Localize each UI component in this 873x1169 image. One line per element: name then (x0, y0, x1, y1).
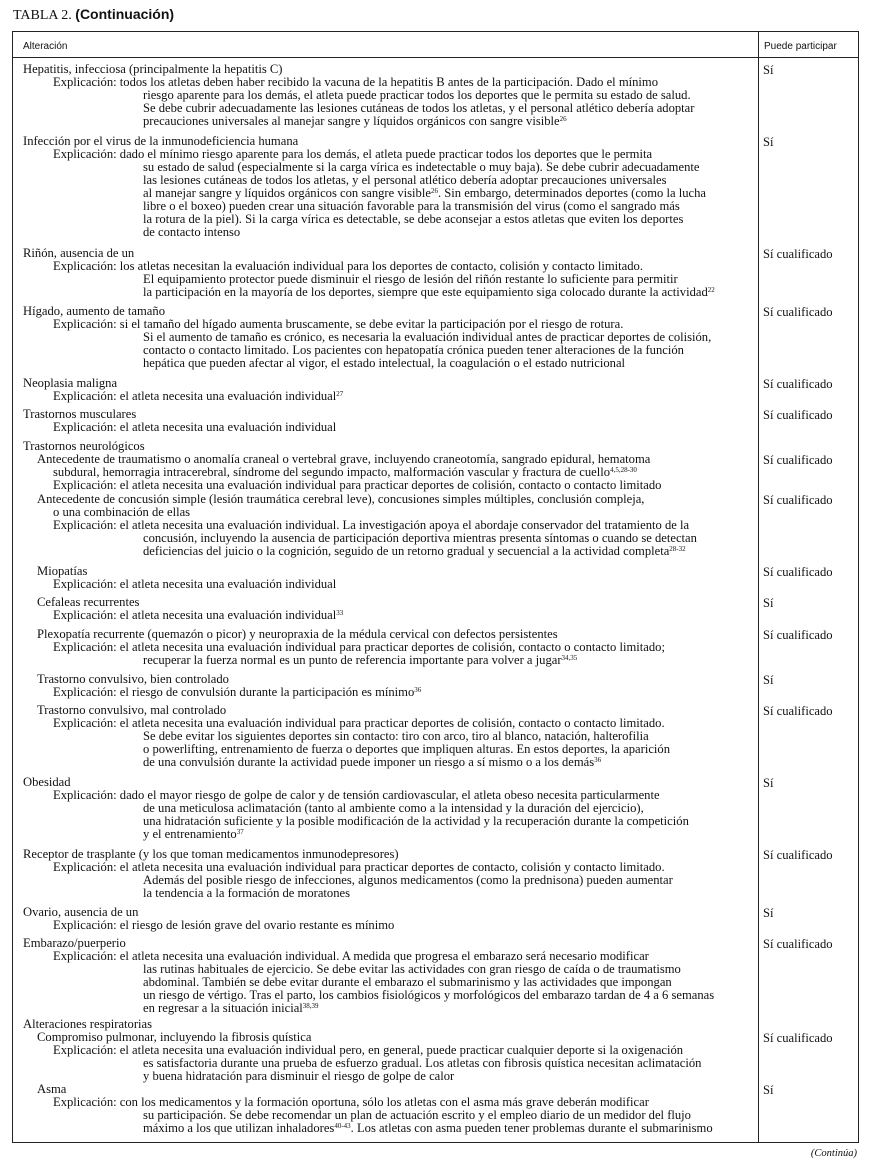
explanation-text: abdominal. También se debe evitar durante el embarazo el submarinismo y las actividades que impongan (143, 975, 672, 989)
reference-superscript: 26 (430, 187, 438, 195)
explanation-text: deficiencias del juicio o la cognición, seguido de un retorno gradual y secuencial a la actividad completa (143, 544, 670, 558)
explanation-text: el atleta necesita una evaluación individual para practicar deportes de colisión, contacto o contacto limitado; (119, 640, 665, 654)
condition-title: Infección por el virus de la inmunodeficiencia humana (23, 134, 299, 148)
explicacion-label: Explicación: (53, 420, 120, 434)
explanation-text: Si el aumento de tamaño es crónico, es necesaria la evaluación individual antes de practicar deportes de colisión, (143, 330, 712, 344)
participation-value: Sí cualificado (763, 493, 833, 507)
explanation-line (143, 1070, 454, 1083)
reference-superscript: 34,35 (561, 654, 578, 662)
explanation-text: máximo a los que utilizan inhaladores (143, 1121, 335, 1135)
condition-subtitle: Cefaleas recurrentes (37, 595, 140, 609)
explanation-line (53, 421, 336, 434)
explanation-line (143, 357, 625, 370)
participation-value: Sí cualificado (763, 305, 833, 319)
condition-subtitle: Plexopatía recurrente (quemazón o picor) y neuropraxia de la médula cervical con defectos persistentes (37, 627, 558, 641)
table-header (13, 32, 858, 58)
explanation-line (143, 1122, 713, 1135)
explanation-text: y buena hidratación para disminuir el riesgo de golpe de calor (143, 1069, 455, 1083)
explicacion-label: Explicación: (53, 478, 120, 492)
explanation-text: precauciones universales al manejar sangre y líquidos orgánicos con sangre visible (143, 114, 560, 128)
explicacion-label: Explicación: (53, 860, 120, 874)
participation-value: Sí cualificado (763, 848, 833, 862)
table-caption (13, 6, 174, 24)
reference-superscript: 28-32 (669, 545, 686, 553)
explanation-text: el atleta necesita una evaluación individual pero, en general, puede practicar cualquier deporte si la oxigenación (119, 1043, 684, 1057)
explicacion-label: Explicación: (53, 1043, 120, 1057)
explanation-line (143, 1002, 319, 1015)
explanation-text: la participación en la mayoría de los deportes, siempre que este equipamiento siga colocado durante la actividad (143, 285, 708, 299)
explanation-text: y el entrenamiento (143, 827, 237, 841)
condition-title: Ovario, ausencia de un (23, 905, 139, 919)
explanation-text: el atleta necesita una evaluación individual para practicar deportes de colisión, contacto o contacto limitado. (119, 716, 665, 730)
explicacion-label: Explicación: (53, 389, 120, 403)
explanation-text: una hidratación suficiente y la posible modificación de la actividad y la recuperación durante la competición (143, 814, 689, 828)
reference-superscript: 4,5,28-30 (610, 466, 637, 474)
participation-value: Sí cualificado (763, 453, 833, 467)
caption-continuation: (Continuación) (75, 6, 175, 22)
reference-superscript: 22 (707, 286, 715, 294)
explicacion-label: Explicación: (53, 75, 120, 89)
explanation-line (53, 479, 661, 492)
explicacion-label: Explicación: (53, 949, 120, 963)
explanation-text: la rotura de la piel). Si la carga vírica es detectable, se debe aconsejar a estos atletas que eviten los deportes (143, 212, 684, 226)
participation-value: Sí cualificado (763, 628, 833, 642)
condition-title: Obesidad (23, 775, 71, 789)
reference-superscript: 26 (559, 115, 567, 123)
condition-subtitle: Miopatías (37, 564, 88, 578)
header-alteracion: Alteración (23, 41, 68, 52)
explicacion-label: Explicación: (53, 518, 120, 532)
explanation-text: el riesgo de lesión grave del ovario restante es mínimo (119, 918, 395, 932)
explicacion-label: Explicación: (53, 577, 120, 591)
reference-superscript: 27 (336, 390, 344, 398)
explanation-text: Se debe evitar los siguientes deportes sin contacto: tiro con arco, tiro al blanco, natación, halterofilia (143, 729, 649, 743)
explanation-text: un riesgo de vértigo. Tras el parto, los cambios fisiológicos y morfológicos del embarazo tardan de 4 a 6 semanas (143, 988, 715, 1002)
explanation-text: concusión, incluyendo la ausencia de participación deportiva mientras presenta síntomas o cuando se detectan (143, 531, 697, 545)
explanation-line (53, 390, 343, 403)
condition-subtitle: Asma (37, 1082, 67, 1096)
explanation-text: libre o el boxeo) pueden crear una situación favorable para la transmisión del virus (como el sangrado más (143, 199, 680, 213)
explanation-text: Además del posible riesgo de infecciones, algunos medicamentos (como la prednisona) pueden aumentar (143, 873, 673, 887)
explanation-text: el atleta necesita una evaluación individual para practicar deportes de contacto, colisión y contacto limitado. (119, 860, 665, 874)
explanation-text: el atleta necesita una evaluación individual (119, 389, 337, 403)
reference-superscript: 36 (414, 686, 422, 694)
explanation-line (143, 756, 601, 769)
explanation-text: de contacto intenso (143, 225, 241, 239)
explanation-text: los atletas necesitan la evaluación individual para los deportes de contacto, colisión y contacto limitado. (119, 259, 643, 273)
participation-value: Sí cualificado (763, 247, 833, 261)
explanation-line (143, 828, 244, 841)
explanation-line (143, 226, 240, 239)
explicacion-label: Explicación: (53, 640, 120, 654)
condition-table (12, 31, 859, 1143)
condition-title: Trastornos musculares (23, 407, 137, 421)
explanation-text: su participación. Se debe recomendar un plan de actuación escrito y el empleo diario de un medidor del flujo (143, 1108, 691, 1122)
explicacion-label: Explicación: (53, 259, 120, 273)
explanation-text: el riesgo de convulsión durante la participación es mínimo (119, 685, 415, 699)
condition-title: Alteraciones respiratorias (23, 1017, 153, 1031)
reference-superscript: 33 (336, 609, 344, 617)
explanation-text: el atleta necesita una evaluación individual. A medida que progresa el embarazo será necesario modificar (119, 949, 649, 963)
participation-value: Sí (763, 1083, 774, 1097)
explanation-text: todos los atletas deben haber recibido la vacuna de la hepatitis B antes de la participación. Dado el mínimo (119, 75, 659, 89)
column-divider (758, 32, 759, 1142)
condition-title: Neoplasia maligna (23, 376, 118, 390)
explanation-text: el atleta necesita una evaluación individual para practicar deportes de colisión, contacto o contacto limitado (119, 478, 662, 492)
header-puede-participar: Puede participar (764, 41, 837, 52)
reference-superscript: 37 (236, 828, 244, 836)
explanation-line (143, 545, 686, 558)
participation-value: Sí (763, 63, 774, 77)
explanation-line (143, 654, 577, 667)
explanation-line (53, 686, 421, 699)
explanation-text: contacto o contacto limitado. Los pacientes con hepatopatía crónica pueden tener alteraciones de la función (143, 343, 684, 357)
explanation-text: . Los atletas con asma pueden tener problemas durante el submarinismo (350, 1121, 713, 1135)
explanation-text: su estado de salud (especialmente si la carga vírica es indetectable o muy baja). Se debe cubrir adecuadamente (143, 160, 700, 174)
explanation-text: El equipamiento protector puede disminuir el riesgo de lesión del riñón restante lo suficiente para permitir (143, 272, 678, 286)
condition-subtitle: Antecedente de traumatismo o anomalía craneal o vertebral grave, incluyendo craneotomía, sangrado epidural, hematoma (37, 452, 651, 466)
participation-value: Sí cualificado (763, 937, 833, 951)
participation-value: Sí (763, 596, 774, 610)
condition-subtitle: Antecedente de concusión simple (lesión traumática cerebral leve), concusiones simples múltiples, conclusión compleja, (37, 492, 645, 506)
explanation-line (53, 919, 394, 932)
condition-title: Riñón, ausencia de un (23, 246, 135, 260)
condition-subtitle: Trastorno convulsivo, bien controlado (37, 672, 229, 686)
explanation-text: las rutinas habituales de ejercicio. Se debe evitar las actividades con gran riesgo de caída o de traumatismo (143, 962, 681, 976)
explanation-text: o powerlifting, entrenamiento de fuerza o deportes que impliquen alturas. En estos deportes, la aparición (143, 742, 671, 756)
participation-value: Sí cualificado (763, 704, 833, 718)
explanation-text: el atleta necesita una evaluación individual (119, 420, 337, 434)
condition-subtitle: subdural, hemorragia intracerebral, síndrome del segundo impacto, malformación vascular y fractura de cuello$^{4,5,28-30}$ (53, 465, 637, 479)
explanation-text: el atleta necesita una evaluación individual. La investigación apoya el abordaje conservador del tratamiento de la (119, 518, 690, 532)
participation-value: Sí cualificado (763, 565, 833, 579)
explicacion-label: Explicación: (53, 716, 120, 730)
explicacion-label: Explicación: (53, 1095, 120, 1109)
participation-value: Sí cualificado (763, 408, 833, 422)
explanation-line (143, 115, 567, 128)
participation-value: Sí (763, 135, 774, 149)
caption-prefix: TABLA 2. (13, 8, 72, 23)
participation-value: Sí (763, 673, 774, 687)
explicacion-label: Explicación: (53, 608, 120, 622)
continua-note: (Continúa) (810, 1148, 857, 1159)
condition-subtitle: Compromiso pulmonar, incluyendo la fibrosis quística (37, 1030, 312, 1044)
explanation-text: hepática que pueden afectar al vigor, el estado intelectual, la coagulación o el estado nutricional (143, 356, 626, 370)
explanation-text: de una meticulosa aclimatación (tanto al ambiente como a la intensidad y la duración del ejercicio), (143, 801, 644, 815)
condition-title: Embarazo/puerperio (23, 936, 126, 950)
explicacion-label: Explicación: (53, 147, 120, 161)
explanation-text: la tendencia a la formación de moratones (143, 886, 351, 900)
explanation-line (53, 609, 343, 622)
explanation-text: dado el mínimo riesgo aparente para los demás, el atleta puede practicar todos los deportes que le permita (119, 147, 653, 161)
explicacion-label: Explicación: (53, 918, 120, 932)
participation-value: Sí (763, 776, 774, 790)
explanation-text: riesgo aparente para los demás, el atleta puede practicar todos los deportes que le permita su estado de salud. (143, 88, 691, 102)
condition-subtitle: Trastorno convulsivo, mal controlado (37, 703, 227, 717)
explanation-line (143, 887, 350, 900)
condition-title: Hígado, aumento de tamaño (23, 304, 165, 318)
explanation-text: las lesiones cutáneas de todos los atletas, y el personal atlético debería adoptar precauciones universales (143, 173, 667, 187)
explanation-text: con los medicamentos y la formación oportuna, sólo los atletas con el asma más grave deberán modificar (119, 1095, 649, 1109)
explanation-text: en regresar a la situación inicial (143, 1001, 303, 1015)
explicacion-label: Explicación: (53, 317, 120, 331)
explanation-text: . Sin embargo, determinados deportes (como la lucha (437, 186, 706, 200)
explicacion-label: Explicación: (53, 788, 120, 802)
explanation-text: Se debe cubrir adecuadamente las lesiones cutáneas de todos los atletas, y el personal atlético debería adoptar (143, 101, 695, 115)
participation-value: Sí cualificado (763, 377, 833, 391)
reference-superscript: 38,39 (302, 1002, 319, 1010)
condition-title: Trastornos neurológicos (23, 439, 145, 453)
explanation-line (143, 286, 715, 299)
explanation-text: el atleta necesita una evaluación individual (119, 577, 337, 591)
participation-value: Sí cualificado (763, 1031, 833, 1045)
condition-title: Hepatitis, infecciosa (principalmente la hepatitis C) (23, 62, 283, 76)
explanation-text: si el tamaño del hígado aumenta bruscamente, se debe evitar la participación por el riesgo de rotura. (119, 317, 624, 331)
explanation-text: el atleta necesita una evaluación individual (119, 608, 337, 622)
explanation-text: recuperar la fuerza normal es un punto de referencia importante para volver a jugar (143, 653, 562, 667)
explanation-text: de una convulsión durante la actividad puede imponer un riesgo a sí mismo o a los demás (143, 755, 595, 769)
condition-subtitle: o una combinación de ellas (53, 505, 191, 519)
explanation-line (53, 578, 336, 591)
explanation-text: al manejar sangre y líquidos orgánicos con sangre visible (143, 186, 431, 200)
reference-superscript: 36 (594, 756, 602, 764)
explicacion-label: Explicación: (53, 685, 120, 699)
reference-superscript: 40-43 (334, 1122, 351, 1130)
condition-title: Receptor de trasplante (y los que toman medicamentos inmunodepresores) (23, 847, 399, 861)
explanation-text: es satisfactoria durante una prueba de esfuerzo gradual. Los atletas con fibrosis quística necesitan aclimatación (143, 1056, 702, 1070)
explanation-text: dado el mayor riesgo de golpe de calor y de tensión cardiovascular, el atleta obeso necesita particularmente (119, 788, 660, 802)
participation-value: Sí (763, 906, 774, 920)
